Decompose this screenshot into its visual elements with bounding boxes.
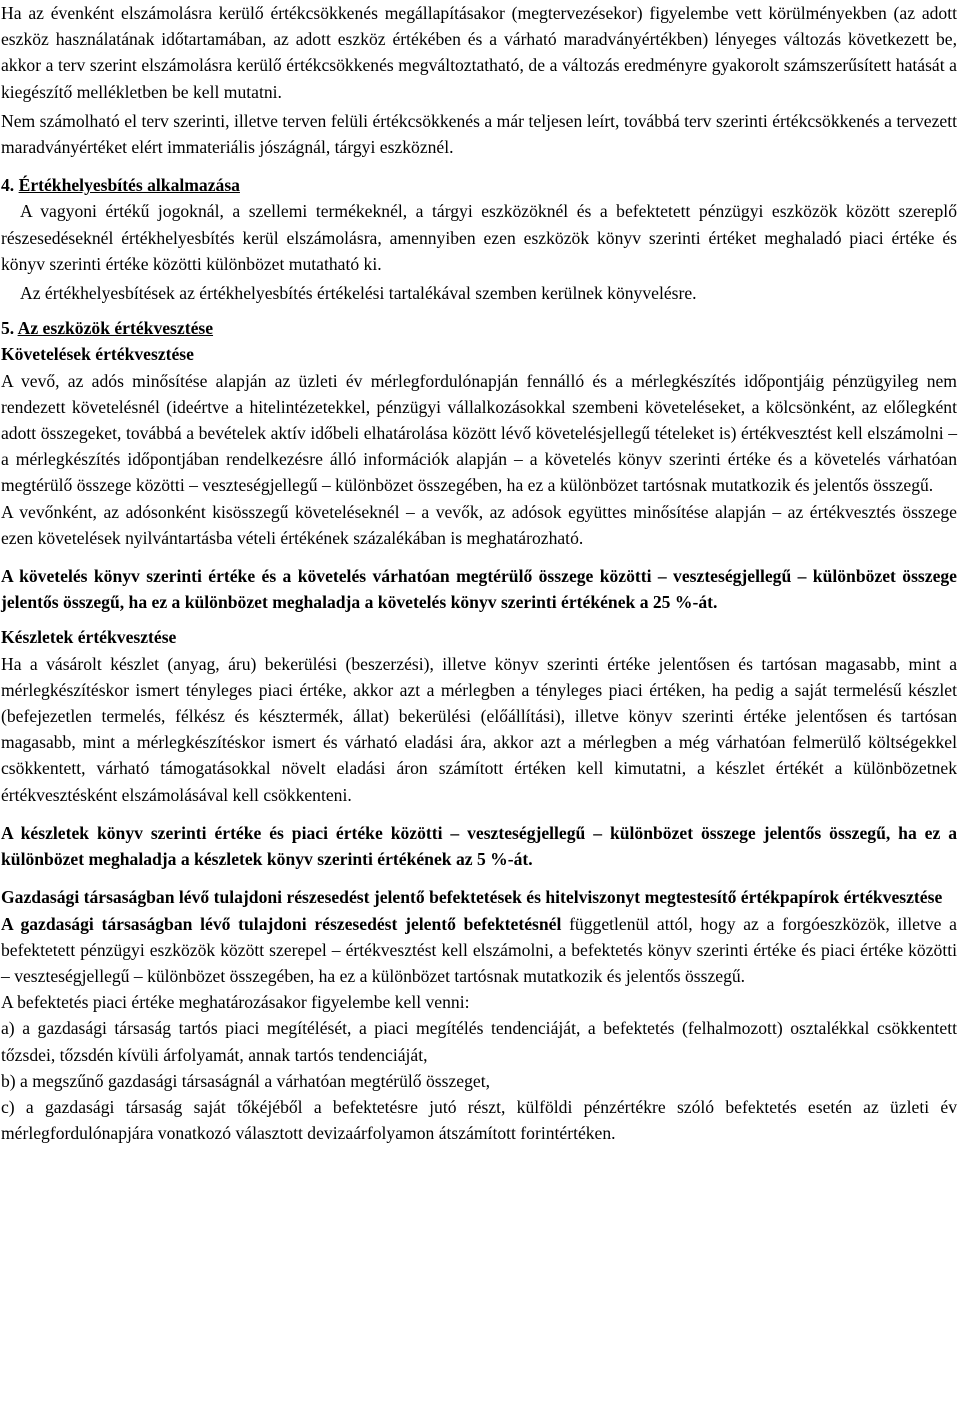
section-5-number: 5. [1, 318, 18, 339]
investments-paragraph-2: A befektetés piaci értéke meghatározásakor figyelembe kell venni: [1, 992, 470, 1013]
inventory-paragraph: Ha a vásárolt készlet (anyag, áru) bekerülési (beszerzési), illetve könyv szerinti értéke jelentősen és tartósan magasabb, mint a mérlegkészítéskor ismert tényleges piaci értéke, akkor azt a mérlegben a tényleges piaci értéken, ha pedig a saját termelésű készlet (befejezetlen termelés, félkész és késztermék, állat) bekerülési (előállítási), illetve könyv szerinti értéke jelentősen és tartósan magasabb, mint a mérlegkészítéskor ismert és várható eladási ára, akkor azt a mérlegben a még várhatóan felmerülő költségekkel csökkentett, várható támogatásokkal növelt eladási áron számított értéken kell kimutatni, a készlet értékét a különbözetnek értékvesztésként elszámolásával kell csökkenteni. [1, 653, 957, 805]
section-4-paragraph-2: Az értékhelyesbítések az értékhelyesbítés értékelési tartalékával szemben kerülnek könyvelésre. [20, 283, 697, 304]
investments-impairment-heading: Gazdasági társaságban lévő tulajdoni részesedést jelentő befektetések és hitelviszonyt megtestesítő értékpapírok értékvesztése [1, 887, 943, 908]
list-item-b: b) a megszűnő gazdasági társaságnál a várhatóan megtérülő összeget, [1, 1070, 491, 1091]
investments-paragraph-1-bold: A gazdasági társaságban lévő tulajdoni részesedést jelentő befektetésnél [1, 913, 562, 934]
section-4-paragraph-1: A vagyoni értékű jogoknál, a szellemi termékeknél, a tárgyi eszközöknél és a befektetett pénzügyi eszközök között szereplő részesedéseknél értékhelyesbítés kerül elszámolásra, amennyiben ezen eszközök könyv szerinti értéket meghaladó piaci értéke és könyv szerinti értéke közötti különbözet mutatható ki. [1, 201, 957, 274]
list-item-a: a) a gazdasági társaság tartós piaci megítélését, a piaci megítélés tendenciáját, a befektetés (felhalmozott) osztalékkal csökkentett tőzsdei, tőzsdén kívüli árfolyamát, annak tartós tendenciáját, [1, 1018, 957, 1065]
section-5-title: Az eszközök értékvesztése [17, 318, 214, 339]
section-4-number: 4. [1, 175, 19, 196]
receivables-threshold-paragraph: A követelés könyv szerinti értéke és a követelés várhatóan megtérülő összege közötti – veszteségjellegű – különbözet összege jelentős összegű, ha ez a különbözet meghaladja a követelés könyv szerinti értékének a 25 %-át. [1, 566, 957, 613]
inventory-impairment-heading: Készletek értékvesztése [1, 627, 177, 648]
receivables-paragraph-1: A vevő, az adós minősítése alapján az üzleti év mérlegfordulónapján fennálló és a mérlegkészítés időpontjáig pénzügyileg nem rendezett követelésnél (ideértve a hitelintézetekkel, pénzügyi vállalkozásokkal szembeni követeléseket, a kölcsönként, az előlegként adott összegeket, továbbá a bevételek aktív időbeli elhatárolása között lévő követelésjellegű tételeket is) értékvesztést kell elszámolni – a mérlegkészítés időpontjában rendelkezésre álló információk alapján – a követelés könyv szerinti értéke és a követelés várhatóan megtérülő összege közötti – veszteségjellegű – különbözet összegében, ha ez a különbözet tartósnak mutatkozik és jelentős összegű. [1, 370, 957, 496]
section-5-heading [1, 315, 957, 341]
section-4-title: Értékhelyesbítés alkalmazása [18, 175, 240, 196]
investments-paragraph-1 [1, 911, 957, 990]
paragraph-depreciation-change: Ha az évenként elszámolásra kerülő értékcsökkenés megállapításakor (megtervezésekor) figyelembe vett körülményekben (az adott eszköz használatának időtartamában, az adott eszköz értékében és a várható maradványértékben) lényeges változás következett be, akkor a terv szerint elszámolásra kerülő értékcsökkenés megváltoztatható, de a változás eredményre gyakorolt számszerűsített hatását a kiegészítő mellékletben be kell mutatni. [1, 3, 957, 102]
receivables-paragraph-2: A vevőnként, az adósonként kisösszegű követeléseknél – a vevők, az adósok együttes minősítése alapján – az értékvesztés összege ezen követelések nyilvántartásba vételi értékének százalékában is meghatározható. [1, 501, 957, 548]
inventory-threshold-paragraph: A készletek könyv szerinti értéke és piaci értéke közötti – veszteségjellegű – különbözet összege jelentős összegű, ha ez a különbözet meghaladja a készletek könyv szerinti értékének az 5 %-át. [1, 822, 957, 870]
section-4-heading [1, 172, 957, 198]
list-item-c: c) a gazdasági társaság saját tőkéjéből a befektetésre jutó részt, külföldi pénzértékre szóló befektetés esetén az üzleti év mérlegfordulónapjára vonatkozó választott devizaárfolyamon átszámított forintértéken. [1, 1096, 957, 1144]
receivables-impairment-heading: Követelések értékvesztése [1, 344, 194, 365]
investments-paragraph-1-rest: függetlenül attól, hogy az a forgóeszközök, illetve a befektetett pénzügyi eszközök között szerepel – értékvesztést kell elszámolni, a befektetés könyv szerinti értéke és piaci értéke közötti – veszteségjellegű – különbözet összegében, ha ez a különbözet tartósnak mutatkozik és jelentős összegű. [1, 913, 957, 986]
paragraph-no-depreciation: Nem számolható el terv szerinti, illetve terven felüli értékcsökkenés a már teljesen leírt, továbbá terv szerinti értékcsökkenés a tervezett maradványértéket elért immateriális jószágnál, tárgyi eszköznél. [1, 110, 957, 158]
